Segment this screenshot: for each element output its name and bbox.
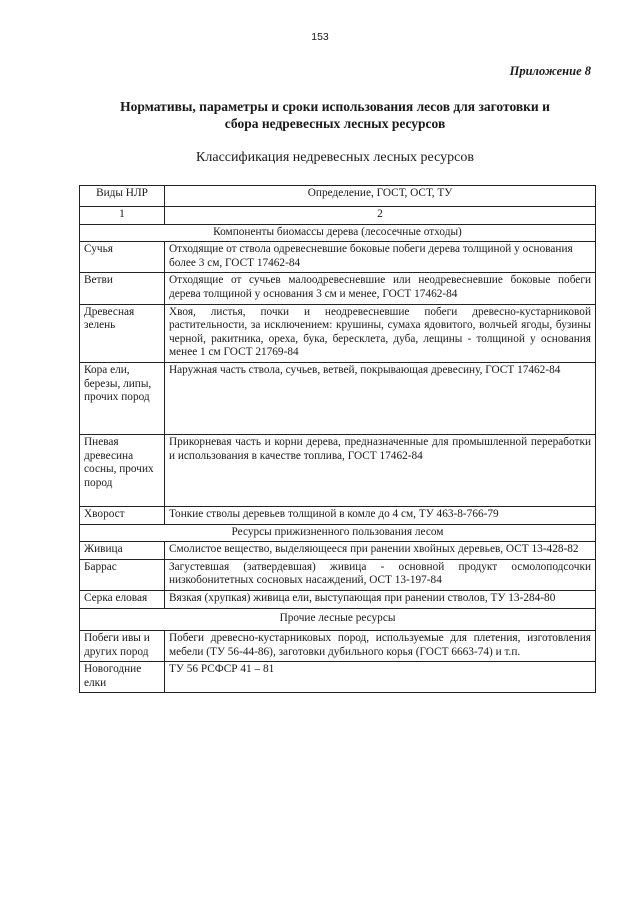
resource-type: Серка еловая: [80, 590, 165, 608]
resource-definition: Отходящие от сучьев малоодревесневшие или неодревесневшие боковые побеги дерева толщиной у основания 3 см и менее, ГОСТ 17462-84: [165, 273, 596, 304]
table-row: [80, 304, 596, 362]
section-row: [80, 224, 596, 242]
resource-definition: Смолистое вещество, выделяющееся при ранении хвойных деревьев, ОСТ 13-428-82: [165, 542, 596, 560]
section-title: Компоненты биомассы дерева (лесосечные отходы): [80, 224, 596, 242]
column-number-1: 1: [80, 207, 165, 225]
table-row: [80, 559, 596, 590]
resource-definition: Прикорневая часть и корни дерева, предназначенные для промышленной переработки и использования в качестве топлива, ГОСТ 17462-84: [165, 434, 596, 506]
page-number: 153: [311, 31, 329, 43]
resource-definition: Побеги древесно-кустарниковых пород, используемые для плетения, изготовления мебели (ТУ 56-44-86), заготовки дубильного корья (ГОСТ 6663-74) и т.п.: [165, 631, 596, 662]
table-row: [80, 242, 596, 273]
section-row: [80, 524, 596, 542]
classification-table: [79, 185, 596, 693]
table-row: [80, 434, 596, 506]
table-row: [80, 542, 596, 560]
resource-type: Хворост: [80, 506, 165, 524]
header-col-definition: Определение, ГОСТ, ОСТ, ТУ: [165, 186, 596, 207]
table-caption: Классификация недревесных лесных ресурсов: [196, 150, 474, 165]
resource-definition: Вязкая (хрупкая) живица ели, выступающая при ранении стволов, ТУ 13-284-80: [165, 590, 596, 608]
resource-type: Новогодние елки: [80, 662, 165, 693]
table-row: [80, 362, 596, 434]
header-col-type: Виды НЛР: [80, 186, 165, 207]
table-row: [80, 273, 596, 304]
resource-type: Живица: [80, 542, 165, 560]
column-number-2: 2: [165, 207, 596, 225]
title-line-2: сбора недревесных лесных ресурсов: [224, 116, 446, 131]
resource-definition: Наружная часть ствола, сучьев, ветвей, покрывающая древесину, ГОСТ 17462-84: [165, 362, 596, 434]
table-row: [80, 631, 596, 662]
section-title: Прочие лесные ресурсы: [80, 608, 596, 631]
table-row: [80, 662, 596, 693]
resource-definition: Тонкие стволы деревьев толщиной в комле до 4 см, ТУ 463-8-766-79: [165, 506, 596, 524]
document-title: [40, 98, 630, 132]
resource-type: Баррас: [80, 559, 165, 590]
section-row: [80, 608, 596, 631]
title-line-1: Нормативы, параметры и сроки использования лесов для заготовки и: [120, 99, 550, 114]
column-number-row: [80, 207, 596, 225]
table-row: [80, 590, 596, 608]
table-row: [80, 506, 596, 524]
resource-definition: [165, 242, 596, 273]
resource-type: Побеги ивы и других пород: [80, 631, 165, 662]
resource-definition: Хвоя, листья, почки и неодревесневшие побеги древесно-кустарниковой растительности, за исключением: крушины, сумаха ядовитого, волчьей ягоды, бузины черной, ракитника, ореха, бука, бересклета, дуба, лещины - толщиной у основания менее 1 см ГОСТ 21769-84: [165, 304, 596, 362]
appendix-label: Приложение 8: [509, 64, 591, 78]
resource-type: Древесная зелень: [80, 304, 165, 362]
resource-definition: ТУ 56 РСФСР 41 – 81: [165, 662, 596, 693]
table-header-row: [80, 186, 596, 207]
resource-type: Сучья: [80, 242, 165, 273]
resource-type: Ветви: [80, 273, 165, 304]
section-title: Ресурсы прижизненного пользования лесом: [80, 524, 596, 542]
resource-type: Кора ели, березы, липы, прочих пород: [80, 362, 165, 434]
resource-type: Пневая древесина сосны, прочих пород: [80, 434, 165, 506]
definition-line: более 3 см, ГОСТ 17462-84: [169, 256, 301, 269]
definition-line: Отходящие от ствола одревесневшие боковые побеги дерева толщиной у основания: [169, 243, 573, 256]
resource-definition: Загустевшая (затвердевшая) живица - основной продукт осмолоподсочки низкобонитетных сосновых насаждений, ОСТ 13-197-84: [165, 559, 596, 590]
